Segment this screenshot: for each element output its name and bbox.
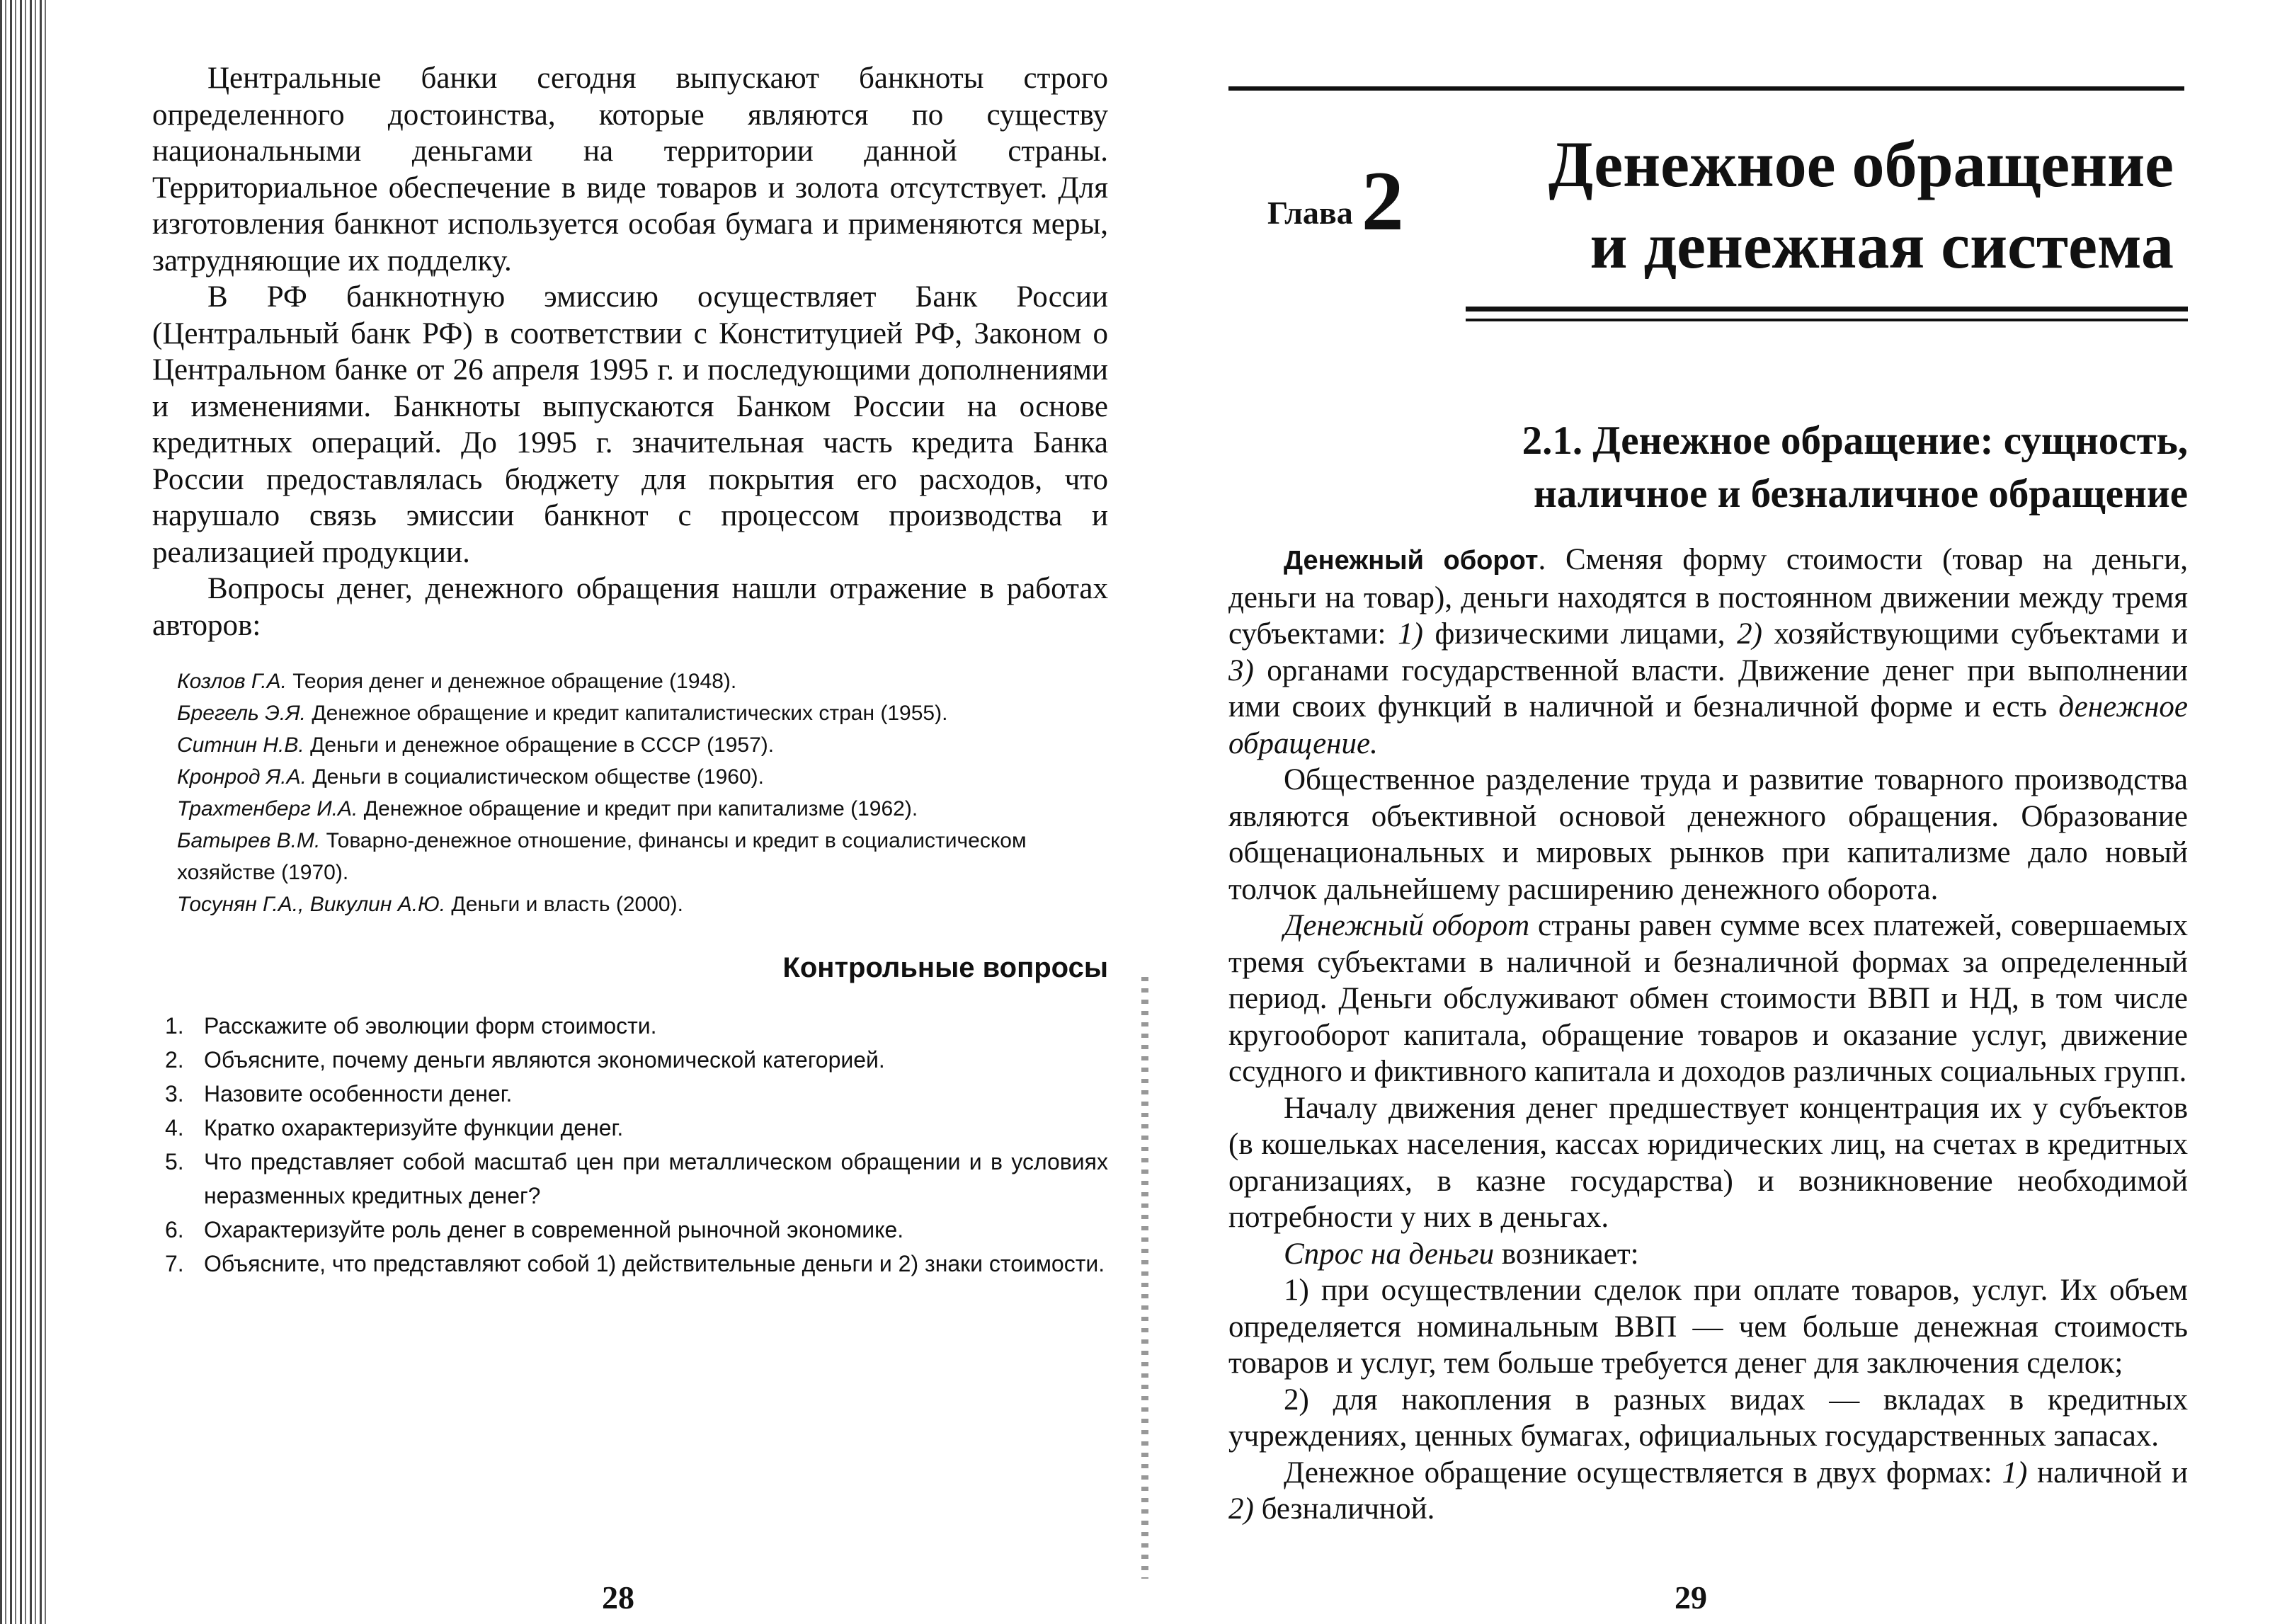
question-item — [165, 1247, 1108, 1281]
reference-item — [177, 697, 1108, 729]
reference-item — [177, 665, 1108, 697]
question-number: 3. — [165, 1081, 184, 1107]
right-paragraph — [1228, 542, 2188, 762]
question-number: 4. — [165, 1115, 184, 1140]
right-paragraph — [1228, 1455, 2188, 1528]
reference-list — [177, 665, 1108, 920]
chapter-title-line: Денежное обращение — [1548, 128, 2174, 200]
question-text: Объясните, что представляют собой 1) действительные деньги и 2) знаки стоимости. — [204, 1251, 1105, 1276]
question-text: Охарактеризуйте роль денег в современной рыночной экономике. — [204, 1217, 904, 1242]
enum-marker: 2) — [1228, 1492, 1254, 1526]
left-page — [152, 0, 1108, 1624]
question-item — [165, 1145, 1108, 1213]
emphasized-term: Спрос на деньги — [1284, 1237, 1495, 1271]
question-item — [165, 1077, 1108, 1111]
question-text: Расскажите об эволюции форм стоимости. — [204, 1013, 657, 1039]
question-number: 6. — [165, 1217, 184, 1242]
chapter-bottom-rule-thin — [1466, 319, 2188, 321]
left-paragraph: В РФ банкнотную эмиссию осуществляет Банк России (Центральный банк РФ) в соответствии с Конституцией РФ, Законом о Центральном банке от 26 апреля 1995 г. и последующими дополнениями и изменениями. Банкноты выпускаются Банком России на основе кредитных операций. До 1995 г. значительная часть кредита Банка России предоставлялась бюджету для покрытия его расходов, что нарушало связь эмиссии банкнот с процессом производства и реализацией продукции. — [152, 280, 1108, 569]
reference-title: Деньги и власть (2000). — [451, 893, 683, 916]
right-paragraph: 2) для накопления в разных видах — вкладах в кредитных учреждениях, ценных бумагах, официальных государственных запасах. — [1228, 1383, 2188, 1453]
text-run: страны равен сумме всех платежей, совершаемых тремя субъектами в наличной и безналичной формах за определенный период. Деньги обслуживают обмен стоимости ВВП и НД, в том числе кругооборот капитала, обращение товаров и оказание услуг, движение ссудного и фиктивного капитала и доходов различных социальных групп. — [1228, 909, 2188, 1088]
reference-item — [177, 888, 1108, 920]
question-text: Назовите особенности денег. — [204, 1081, 513, 1107]
book-binding-edge — [0, 0, 50, 1624]
page-number-left: 28 — [602, 1579, 634, 1616]
question-text: Кратко охарактеризуйте функции денег. — [204, 1115, 624, 1140]
chapter-bottom-rule — [1466, 307, 2188, 311]
chapter-title — [1536, 124, 2174, 287]
question-number: 5. — [165, 1149, 184, 1174]
right-paragraph: 1) при осуществлении сделок при оплате товаров, услуг. Их объем определяется номинальным ВВП — чем больше денежная стоимость товаров и услуг, тем больше требуется денег для заключения сделок; — [1228, 1274, 2188, 1380]
enum-marker: 1) — [2002, 1456, 2028, 1489]
question-number: 1. — [165, 1013, 184, 1039]
text-run: возникает: — [1494, 1237, 1639, 1271]
chapter-label — [1267, 152, 1404, 250]
reference-title: Денежное обращение и кредит капиталистических стран (1955). — [312, 702, 948, 725]
emphasized-term: Денежный оборот — [1284, 909, 1530, 942]
reference-title: Теория денег и денежное обращение (1948). — [292, 670, 737, 693]
reference-title: Деньги и денежное обращение в СССР (1957). — [310, 733, 775, 757]
enum-marker: 3) — [1228, 653, 1254, 687]
right-paragraph: Общественное разделение труда и развитие товарного производства являются объективной основой денежного обращения. Образование общенациональных и мировых рынков при капитализме дало новый толчок дальнейшему расширению денежного оборота. — [1228, 763, 2188, 906]
reference-author: Кронрод Я.А. — [177, 765, 307, 789]
emphasized-term: денежное обращение. — [1228, 690, 2188, 760]
reference-item — [177, 825, 1108, 888]
section-title-line: наличное и безналичное обращение — [1533, 471, 2188, 516]
chapter-title-line: и денежная система — [1590, 210, 2174, 282]
question-number: 2. — [165, 1047, 184, 1073]
reference-author: Ситнин Н.В. — [177, 733, 304, 757]
section-title — [1409, 414, 2188, 520]
question-text: Объясните, почему деньги являются экономической категорией. — [204, 1047, 885, 1073]
reference-title: Деньги в социалистическом обществе (1960). — [312, 765, 764, 789]
reference-author: Трахтенберг И.А. — [177, 797, 358, 820]
chapter-top-rule — [1228, 86, 2184, 91]
control-questions-list — [165, 1009, 1108, 1281]
question-item — [165, 1043, 1108, 1077]
question-item — [165, 1111, 1108, 1145]
reference-title: Товарно-денежное отношение, финансы и кредит в социалистическом хозяйстве (1970). — [177, 829, 1027, 884]
left-paragraph: Центральные банки сегодня выпускают банкноты строго определенного достоинства, которые являются по существу национальными деньгами на территории данной страны. Территориальное обеспечение в виде товаров и золота отсутствует. Для изготовления банкнот используется особая бумага и применяются меры, затрудняющие их подделку. — [152, 62, 1108, 278]
page-gutter — [1141, 977, 1148, 1579]
page-number-right: 29 — [1675, 1579, 1707, 1616]
reference-item — [177, 793, 1108, 825]
right-paragraph — [1228, 908, 2188, 1090]
question-number: 7. — [165, 1251, 184, 1276]
lead-term: Денежный оборот — [1284, 546, 1539, 576]
text-run: наличной и — [2027, 1456, 2189, 1489]
text-run: физическими лицами, — [1422, 617, 1738, 651]
question-item — [165, 1213, 1108, 1247]
section-title-line: 2.1. Денежное обращение: сущность, — [1522, 418, 2188, 463]
chapter-word: Глава — [1267, 195, 1353, 231]
text-run: органами государственной власти. Движение денег при выполнении ими своих функций в наличной и безналичной форме и есть — [1228, 653, 2188, 724]
right-page — [1228, 0, 2188, 1624]
left-paragraph: Вопросы денег, денежного обращения нашли отражение в работах авторов: — [152, 572, 1108, 642]
reference-item — [177, 761, 1108, 793]
reference-title: Денежное обращение и кредит при капитализме (1962). — [363, 797, 918, 820]
reference-author: Брегель Э.Я. — [177, 702, 307, 725]
right-paragraph — [1228, 1236, 2188, 1273]
reference-author: Батырев В.М. — [177, 829, 321, 852]
text-run: . Сменяя форму стоимости (товар на деньги, деньги на товар), деньги находятся в постоянном движении между тремя субъектами: — [1228, 543, 2188, 651]
question-text: Что представляет собой масштаб цен при металлическом обращении и в условиях неразменных кредитных денег? — [204, 1149, 1108, 1208]
text-run: безналичной. — [1253, 1492, 1435, 1526]
question-item — [165, 1009, 1108, 1043]
enum-marker: 1) — [1398, 617, 1423, 651]
text-run: хозяйствующими субъектами и — [1762, 617, 2189, 651]
text-run: Денежное обращение осуществляется в двух формах: — [1284, 1456, 2002, 1489]
reference-author: Козлов Г.А. — [177, 670, 287, 693]
right-paragraph: Началу движения денег предшествует концентрация их у субъектов (в кошельках населения, кассах юридических лиц, на счетах в кредитных организациях, в казне государства) и возникновение необходимой потребности у них в деньгах. — [1228, 1091, 2188, 1234]
reference-item — [177, 729, 1108, 761]
control-questions-heading: Контрольные вопросы — [782, 952, 1108, 983]
enum-marker: 2) — [1737, 617, 1762, 651]
chapter-number: 2 — [1361, 154, 1404, 248]
reference-author: Тосунян Г.А., Викулин А.Ю. — [177, 893, 446, 916]
right-body-text — [1228, 542, 2188, 1528]
left-body-text — [152, 60, 1108, 644]
